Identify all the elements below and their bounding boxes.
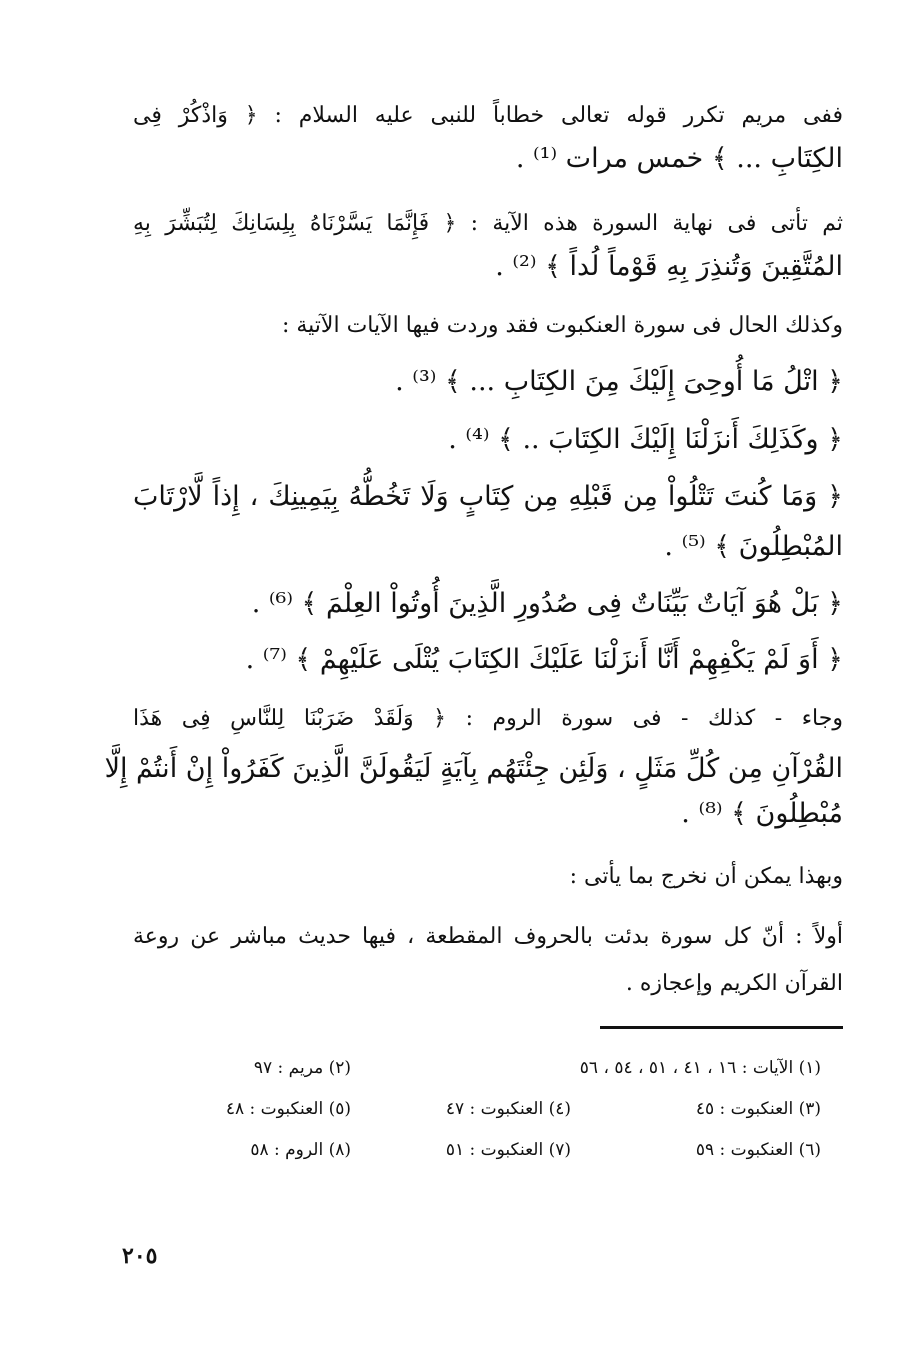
footnote-7: (٧) العنكبوت : ٥١	[445, 1140, 571, 1160]
footnote-4: (٤) العنكبوت : ٤٧	[445, 1099, 571, 1119]
footnote-separator	[600, 1026, 843, 1029]
body-line-5: وكذلك الحال فى سورة العنكبوت فقد وردت فيها الآيات الآتية :	[281, 313, 843, 338]
body-line-8: مُبْطِلُونَ ﴾ ⁽⁸⁾ .	[681, 798, 843, 829]
footnote-3: (٣) العنكبوت : ٤٥	[695, 1099, 821, 1119]
body-line-7: القُرْآنِ مِن كُلِّ مَثَلٍ ، وَلَئِن جِئْتَهُم بِآيَةٍ لَيَقُولَنَّ الَّذِينَ كَفَرُواْ إِنْ أَنتُمْ إِلَّا	[104, 753, 843, 784]
verse-line-4: المُبْطِلُونَ ﴾ ⁽⁵⁾ .	[664, 531, 843, 562]
verse-line-1: ﴿ اتْلُ مَا أُوحِىَ إِلَيْكَ مِنَ الكِتَابِ ... ﴾ ⁽³⁾ .	[395, 366, 843, 397]
footnote-5: (٥) العنكبوت : ٤٨	[225, 1099, 351, 1119]
footnote-6: (٦) العنكبوت : ٥٩	[695, 1140, 821, 1160]
footnote-2: (٢) مريم : ٩٧	[253, 1058, 351, 1078]
body-line-3: ثم تأتى فى نهاية السورة هذه الآية : ﴿ فَإِنَّمَا يَسَّرْنَاهُ بِلِسَانِكَ لِتُبَشِّرَ بِهِ	[133, 211, 843, 236]
page-number: ٢٠٥	[122, 1243, 158, 1269]
body-line-1: ففى مريم تكرر قوله تعالى خطاباً للنبى عليه السلام : ﴿ وَاذْكُرْ فِى	[133, 103, 843, 128]
body-line-11: القرآن الكريم وإعجازه .	[625, 971, 843, 996]
footnote-8: (٨) الروم : ٥٨	[250, 1140, 351, 1160]
footnote-1: (١) الآيات : ١٦ ، ٤١ ، ٥١ ، ٥٤ ، ٥٦	[579, 1058, 821, 1078]
verse-line-6: ﴿ أَوَ لَمْ يَكْفِهِمْ أَنَّا أَنزَلْنَا عَلَيْكَ الكِتَابَ يُتْلَى عَلَيْهِمْ ﴾ ⁽⁷⁾ .	[245, 644, 843, 675]
body-line-6: وجاء - كذلك - فى سورة الروم : ﴿ وَلَقَدْ ضَرَبْنَا لِلنَّاسِ فِى هَذَا	[133, 706, 843, 731]
verse-line-2: ﴿ وكَذَلِكَ أَنزَلْنَا إِلَيْكَ الكِتَابَ .. ﴾ ⁽⁴⁾ .	[448, 424, 843, 455]
body-line-2: الكِتَابِ ... ﴾ خمس مرات ⁽¹⁾ .	[515, 143, 843, 174]
verse-line-3: ﴿ وَمَا كُنتَ تَتْلُواْ مِن قَبْلِهِ مِن كِتَابٍ وَلَا تَخُطُّهُ بِيَمِينِكَ ، إِذاً لَّارْتَابَ	[133, 481, 843, 512]
body-line-9: وبهذا يمكن أن نخرج بما يأتى :	[569, 864, 843, 889]
body-line-4: المُتَّقِينَ وَتُنذِرَ بِهِ قَوْماً لُداً ﴾ ⁽²⁾ .	[495, 251, 843, 282]
body-line-10: أولاً : أنّ كل سورة بدئت بالحروف المقطعة ، فيها حديث مباشر عن روعة	[133, 924, 843, 949]
verse-line-5: ﴿ بَلْ هُوَ آيَاتٌ بَيِّنَاتٌ فِى صُدُورِ الَّذِينَ أُوتُواْ العِلْمَ ﴾ ⁽⁶⁾ .	[251, 588, 843, 619]
